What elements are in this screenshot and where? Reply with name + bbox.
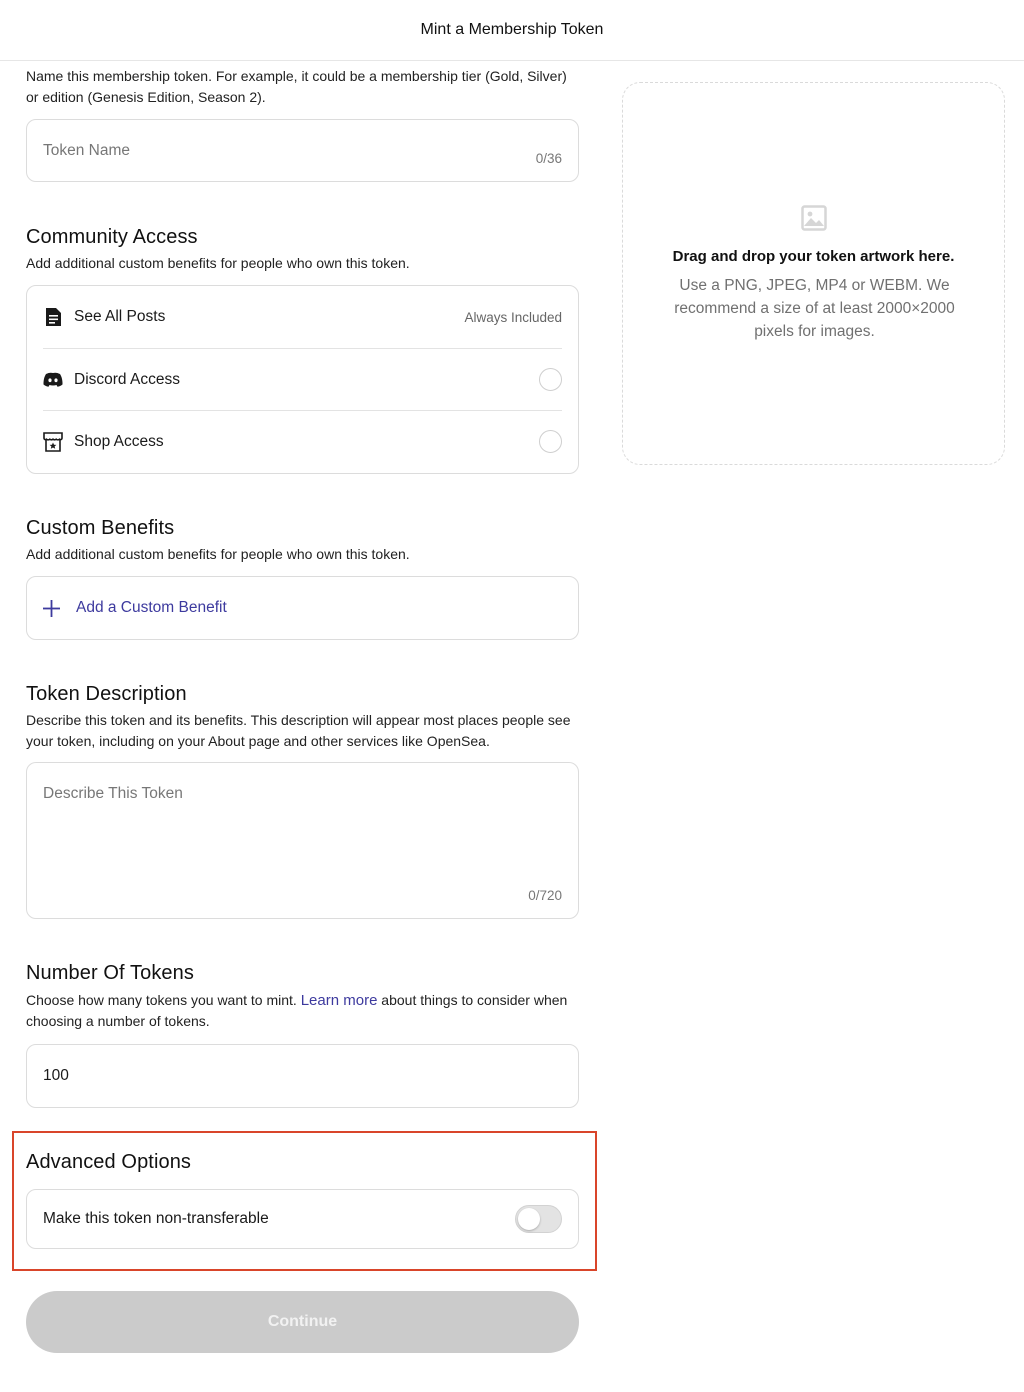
dropzone-description: Use a PNG, JPEG, MP4 or WEBM. We recommend a size of at least 2000×2000 pixels for images. (674, 277, 955, 340)
access-label-discord: Discord Access (74, 370, 180, 388)
always-included-label: Always Included (464, 309, 562, 325)
non-transferable-label: Make this token non-transferable (43, 1210, 269, 1227)
advanced-options-title: Advanced Options (26, 1151, 192, 1173)
community-access-helper: Add additional custom benefits for people who own this token. (26, 255, 410, 271)
top-bar (0, 0, 1024, 61)
number-of-tokens-helper (26, 990, 579, 1032)
page-title: Mint a Membership Token (420, 21, 604, 38)
shop-access-radio[interactable] (539, 430, 562, 453)
number-of-tokens-title: Number Of Tokens (26, 962, 194, 984)
number-of-tokens-input[interactable] (26, 1044, 579, 1108)
access-row-shop[interactable] (43, 410, 562, 472)
access-label-see-all-posts: See All Posts (74, 308, 166, 325)
artwork-dropzone[interactable] (622, 82, 1005, 465)
continue-button[interactable]: Continue (26, 1291, 579, 1353)
community-access-list (26, 285, 579, 474)
learn-more-link[interactable]: Learn more (300, 992, 378, 1009)
discord-access-radio[interactable] (539, 368, 562, 391)
access-label-shop: Shop Access (74, 432, 164, 450)
plus-icon (43, 600, 60, 617)
token-name-placeholder: Token Name (43, 142, 131, 159)
image-icon (801, 205, 827, 231)
number-of-tokens-value: 100 (43, 1067, 69, 1084)
add-custom-benefit-button[interactable] (26, 576, 579, 640)
token-description-counter: 0/720 (528, 888, 562, 903)
token-name-helper: Name this membership token. For example, it could be a membership tier (Gold, Silver) or edition (Genesis Edition, Season 2). (26, 68, 567, 105)
add-custom-benefit-label: Add a Custom Benefit (76, 599, 227, 616)
token-name-input[interactable] (26, 119, 579, 182)
custom-benefits-title: Custom Benefits (26, 517, 175, 539)
number-of-tokens-helper-text-2: about things to consider when choosing a number of tokens. (26, 992, 568, 1029)
number-of-tokens-helper-text-1: Choose how many tokens you want to mint. (26, 992, 301, 1008)
dropzone-title: Drag and drop your token artwork here. (672, 248, 955, 265)
token-name-counter: 0/36 (535, 151, 562, 166)
custom-benefits-helper: Add additional custom benefits for people who own this token. (26, 546, 410, 562)
token-description-title: Token Description (26, 683, 187, 705)
token-description-helper: Describe this token and its benefits. This description will appear most places people see your token, including on your About page and other services like OpenSea. (26, 712, 571, 749)
access-row-discord[interactable] (43, 348, 562, 410)
shop-icon (43, 432, 63, 452)
document-icon (43, 307, 63, 327)
advanced-options-highlight (12, 1131, 597, 1271)
community-access-title: Community Access (26, 226, 198, 248)
token-description-placeholder: Describe This Token (43, 785, 183, 802)
discord-icon (43, 370, 63, 390)
access-row-see-all-posts (43, 286, 562, 348)
token-description-input[interactable] (26, 762, 579, 919)
